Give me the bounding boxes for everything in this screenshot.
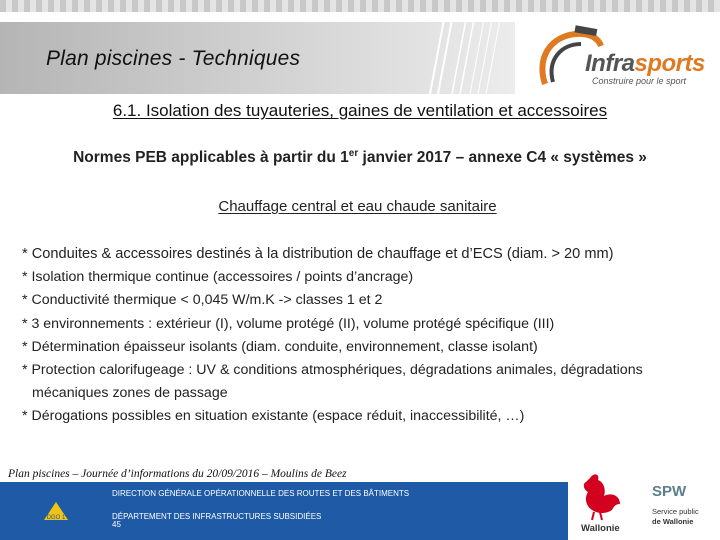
subtitle: Chauffage central et eau chaude sanitaire (218, 198, 497, 215)
logo-tagline: Construire pour le sport (592, 76, 687, 86)
list-item: * Dérogations possibles en situation existante (espace réduit, inaccessibilité, …) (22, 408, 525, 425)
top-stripe (0, 0, 720, 12)
section-title: 6.1. Isolation des tuyauteries, gaines de ventilation et accessoires (112, 101, 608, 120)
spw-subtitle-line1: Service public (652, 507, 699, 516)
infrasports-logo: Infrasports (585, 50, 705, 77)
spw-logo: SPW (652, 483, 687, 500)
footer-department-line2: DÉPARTEMENT DES INFRASTRUCTURES SUBSIDIÉES (112, 512, 322, 521)
page-number: 45 (112, 520, 121, 529)
dgo-badge-icon (42, 500, 70, 526)
footer-department-line1: DIRECTION GÉNÉRALE OPÉRATIONNELLE DES ROUTES ET DES BÂTIMENTS (112, 489, 410, 498)
list-item: * Conduites & accessoires destinés à la distribution de chauffage et d’ECS (diam. > 20 mm) (22, 246, 614, 262)
list-item: * Conductivité thermique < 0,045 W/m.K -> classes 1 et 2 (22, 292, 383, 309)
header-title: Plan piscines - Techniques (46, 47, 301, 70)
wallonie-label: Wallonie (581, 523, 620, 534)
spw-subtitle-line2: de Wallonie (652, 517, 694, 526)
list-item: * Détermination épaisseur isolants (diam. conduite, environnement, classe isolant) (22, 338, 538, 355)
bullet-list (22, 243, 692, 429)
list-item: * 3 environnements : extérieur (I), volume protégé (II), volume protégé spécifique (III) (22, 315, 555, 332)
list-item: * Isolation thermique continue (accessoires / points d’ancrage) (22, 269, 414, 286)
norm-line: Normes PEB applicables à partir du 1er janvier 2017 – annexe C4 « systèmes » (73, 148, 647, 167)
dgo-badge-text: DGO 1 (46, 515, 66, 521)
wallonie-rooster-icon (576, 470, 626, 522)
footer-caption: Plan piscines – Journée d’informations du 20/09/2016 – Moulins de Beez (8, 468, 347, 480)
header-decoration-lines (400, 14, 520, 94)
list-item: * Protection calorifugeage : UV & conditions atmosphériques, dégradations animales, dégradations mécaniques zones de passage (22, 362, 643, 402)
